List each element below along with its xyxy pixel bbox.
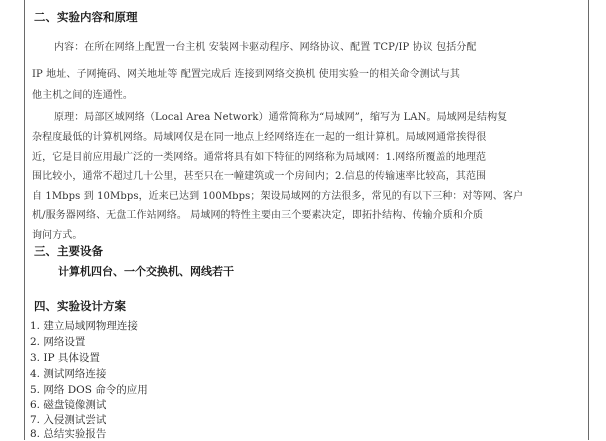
frame-right-border	[588, 0, 589, 440]
principle-line-5: 自 1Mbps 到 10Mbps，近来已达到 100Mbps；架设局域网的方法很多，常见的有以下三种：对等网、客户	[32, 191, 524, 202]
section-heading-main-equipment: 三、主要设备	[34, 244, 103, 258]
principle-line-1: 原理：局部区域网络（Local Area Network）通常简称为“局域网”，缩写为 LAN。局域网是结构复	[54, 112, 508, 123]
principle-line-2: 杂程度最低的计算机网络。局域网仅是在同一地点上经网络连在一起的一组计算机。局域网通常挨得很	[32, 132, 487, 143]
plan-step-4: 4. 测试网络连接	[30, 368, 107, 380]
plan-step-2: 2. 网络设置	[30, 336, 86, 348]
content-line-3: 他主机之间的连通性。	[32, 90, 133, 101]
plan-step-8: 8. 总结实验报告	[30, 428, 107, 440]
plan-step-5: 5. 网络 DOS 命令的应用	[30, 384, 148, 396]
principle-line-7: 询问方式。	[32, 230, 83, 241]
content-line-2: IP 地址、子网掩码、网关地址等 配置完成后 连接到网络交换机 使用实验一的相关命令测试与其	[32, 69, 460, 80]
section-heading-design-plan: 四、实验设计方案	[34, 299, 126, 313]
principle-line-4: 围比较小，通常不超过几十公里，甚至只在一幢建筑或一个房间内；2.信息的传输速率比较高，其范围	[32, 171, 487, 182]
equipment-list: 计算机四台、一个交换机、网线若干	[58, 265, 234, 278]
section-heading-content-principle: 二、实验内容和原理	[34, 10, 138, 24]
principle-line-3: 近，它是目前应用最广泛的一类网络。通常将具有如下特征的网络称为局域网：1.网络所覆盖的地理范	[32, 152, 487, 163]
plan-step-1: 1. 建立局域网物理连接	[30, 320, 138, 332]
frame-left-border	[24, 0, 25, 440]
plan-step-7: 7. 入侵测试尝试	[30, 414, 107, 426]
content-line-1: 内容：在所在网络上配置一台主机 安装网卡驱动程序、网络协议、配置 TCP/IP 协议 包括分配	[54, 42, 477, 53]
plan-step-3: 3. IP 具体设置	[30, 352, 100, 364]
plan-step-6: 6. 磁盘镜像测试	[30, 399, 107, 411]
principle-line-6: 机/服务器网络、无盘工作站网络。 局域网的特性主要由三个要素决定，即拓扑结构、传输介质和介质	[32, 210, 484, 221]
